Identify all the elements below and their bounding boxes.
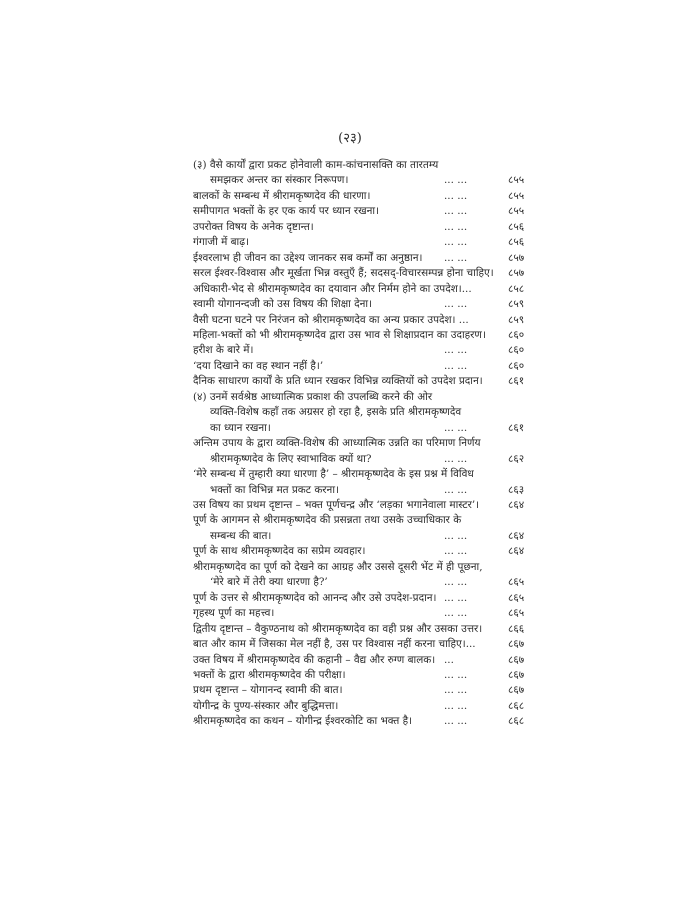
table-of-contents (193, 158, 538, 730)
toc-page-number: ८६१ (508, 375, 525, 388)
toc-entry (193, 498, 538, 513)
toc-entry-text: अधिकारी-भेद से श्रीरामकृष्णदेव का दयावान और निर्मम होने का उपदेश।... (193, 282, 472, 295)
toc-entry-text: योगीन्द्र के पुण्य-संस्कार और बुद्धिमत्ता। (193, 699, 339, 712)
toc-page-number: ८६२ (508, 452, 525, 465)
page-number: (२३) (338, 131, 362, 146)
toc-entry (193, 204, 538, 219)
toc-page-number: ८६४ (508, 498, 525, 511)
toc-entry-text: दैनिक साधारण कार्यों के प्रति ध्यान रखकर विभिन्न व्यक्तियों को उपदेश प्रदान। (193, 375, 483, 388)
toc-entry (193, 668, 538, 683)
toc-page-number: ८५६ (508, 236, 525, 249)
toc-page-number: ८५६ (508, 220, 525, 233)
toc-leader-dots: ... ... (444, 715, 468, 728)
toc-leader-dots: ... ... (444, 607, 468, 620)
toc-entry (193, 683, 538, 698)
toc-page-number: ८६४ (508, 529, 525, 542)
toc-page-number: ८६५ (508, 607, 525, 620)
toc-leader-dots: ... (444, 653, 454, 666)
toc-entry-text: गंगाजी में बाढ़। (193, 236, 250, 249)
toc-entry-text: (३) वैसे कार्यों द्वारा प्रकट होनेवाली काम-कांचनासक्ति का तारतम्य (193, 159, 439, 171)
toc-leader-dots: ... ... (444, 684, 468, 697)
toc-entry (193, 343, 538, 358)
toc-entry (193, 714, 538, 729)
toc-leader-dots: ... ... (444, 483, 468, 496)
toc-page-number: ८५८ (508, 282, 525, 295)
toc-leader-dots: ... ... (444, 576, 468, 589)
toc-entry-text: द्वितीय दृष्टान्त – वैकुण्ठनाथ को श्रीरामकृष्णदेव का वही प्रश्न और उसका उत्तर। (193, 622, 483, 635)
toc-leader-dots: ... ... (444, 699, 468, 712)
toc-entry-text: श्रीरामकृष्णदेव का पूर्ण को देखने का आग्रह और उससे दूसरी भेंट में ही पूछना, (193, 560, 483, 573)
toc-page-number: ८६७ (508, 638, 525, 651)
toc-leader-dots: ... ... (444, 236, 468, 249)
toc-entry (193, 560, 538, 591)
toc-page-number: ८५५ (508, 189, 525, 202)
toc-entry-text: श्रीरामकृष्णदेव के लिए स्वाभाविक क्यों था? (210, 452, 372, 465)
toc-page-number: ८६७ (508, 653, 525, 666)
toc-entry (193, 699, 538, 714)
toc-entry (193, 390, 538, 436)
toc-entry (193, 266, 538, 281)
toc-entry-text: श्रीरामकृष्णदेव का कथन – योगीन्द्र ईश्वरकोटि का भक्त है। (193, 715, 413, 728)
toc-leader-dots: ... ... (444, 174, 468, 187)
toc-leader-dots: ... ... (444, 298, 468, 311)
toc-entry-text: भक्तों का विभिन्न मत प्रकट करना। (210, 483, 339, 496)
toc-leader-dots: ... ... (444, 421, 468, 434)
toc-leader-dots: ... ... (444, 529, 468, 542)
toc-entry-text: ‘दया दिखाने का वह स्थान नहीं है।’ (193, 359, 324, 372)
toc-page-number: ८६३ (508, 483, 525, 496)
toc-entry-text: भक्तों के द्वारा श्रीरामकृष्णदेव की परीक्षा। (193, 668, 346, 681)
toc-entry (193, 467, 538, 498)
toc-page-number: ८५९ (508, 313, 525, 326)
toc-page-number: ८६७ (508, 684, 525, 697)
toc-entry-text: उक्त विषय में श्रीरामकृष्णदेव की कहानी – वैद्य और रुग्ण बालक। (193, 653, 436, 666)
toc-page-number: ८६८ (508, 715, 525, 728)
toc-entry-text: समीपागत भक्तों के हर एक कार्य पर ध्यान रखना। (193, 205, 380, 218)
toc-entry-text: पूर्ण के उत्तर से श्रीरामकृष्णदेव को आनन्द और उसे उपदेश-प्रदान। (193, 591, 437, 604)
toc-page-number: ८६८ (508, 699, 525, 712)
toc-page-number: ८६० (508, 359, 525, 372)
toc-page-number: ८५७ (508, 251, 525, 264)
toc-entry-text: उपरोक्त विषय के अनेक दृष्टान्त। (193, 220, 314, 233)
toc-leader-dots: ... ... (444, 359, 468, 372)
toc-entry-text: ‘मेरे बारे में तेरी क्या धारणा है?’ (210, 576, 328, 589)
toc-leader-dots: ... ... (444, 189, 468, 202)
toc-entry (193, 313, 538, 328)
toc-entry-text: महिला-भक्तों को भी श्रीरामकृष्णदेव द्वारा उस भाव से शिक्षाप्रदान का उदाहरण। (193, 328, 486, 341)
toc-page-number: ८६१ (508, 421, 525, 434)
toc-entry-text: ईश्वरलाभ ही जीवन का उद्देश्य जानकर सब कर्मों का अनुष्ठान। (193, 251, 423, 264)
toc-entry (193, 220, 538, 235)
toc-leader-dots: ... ... (444, 591, 468, 604)
toc-page-number: ८५७ (508, 267, 525, 280)
toc-entry (193, 189, 538, 204)
toc-page-number: ८५५ (508, 205, 525, 218)
toc-page-number: ८६७ (508, 668, 525, 681)
toc-entry (193, 591, 538, 606)
toc-entry (193, 235, 538, 250)
toc-page-number: ८६५ (508, 591, 525, 604)
toc-leader-dots: ... ... (444, 344, 468, 357)
toc-entry (193, 622, 538, 637)
toc-entry-text: सम्बन्ध की बात। (210, 529, 272, 542)
toc-entry (193, 251, 538, 266)
toc-entry-text: ‘मेरे सम्बन्ध में तुम्हारी क्या धारणा है’ – श्रीरामकृष्णदेव के इस प्रश्न में विविध (193, 468, 474, 481)
toc-entry (193, 436, 538, 467)
toc-entry-text: समझकर अन्तर का संस्कार निरूपण। (210, 174, 349, 187)
toc-entry-text: (४) उनमें सर्वश्रेष्ठ आध्यात्मिक प्रकाश की उपलब्धि करने की ओर (193, 390, 433, 403)
toc-entry (193, 637, 538, 652)
toc-entry-text: अन्तिम उपाय के द्वारा व्यक्ति-विशेष की आध्यात्मिक उन्नति का परिमाण निर्णय (193, 437, 481, 450)
toc-entry-text: व्यक्ति-विशेष कहाँ तक अग्रसर हो रहा है, इसके प्रति श्रीरामकृष्णदेव (210, 406, 462, 419)
toc-entry-text: प्रथम दृष्टान्त – योगानन्द स्वामी की बात। (193, 684, 343, 697)
toc-page-number: ८५९ (508, 298, 525, 311)
toc-leader-dots: ... ... (444, 545, 468, 558)
toc-entry (193, 328, 538, 343)
toc-entry-text: पूर्ण के साथ श्रीरामकृष्णदेव का सप्रेम व्यवहार। (193, 545, 366, 558)
toc-page-number: ८६५ (508, 576, 525, 589)
toc-page-number: ८६० (508, 344, 525, 357)
toc-page-number: ८५५ (508, 174, 525, 187)
toc-entry-text: वैसी घटना घटने पर निरंजन को श्रीरामकृष्णदेव का अन्य प्रकार उपदेश। ... (193, 313, 469, 326)
toc-entry (193, 606, 538, 621)
toc-entry-text: सरल ईश्वर-विश्वास और मूर्खता भिन्न वस्तुएँ हैं; सदसद्-विचारसम्पन्न होना चाहिए। (193, 267, 494, 280)
toc-entry (193, 158, 538, 189)
toc-page-number: ८६० (508, 328, 525, 341)
toc-entry (193, 544, 538, 559)
toc-entry-text: गृहस्थ पूर्ण का महत्त्व। (193, 607, 275, 620)
toc-entry (193, 297, 538, 312)
toc-entry-text: उस विषय का प्रथम दृष्टान्त – भक्त पूर्णचन्द्र और ‘लड़का भगानेवाला मास्टर’। (193, 498, 480, 511)
toc-entry-text: हरीश के बारे में। (193, 344, 254, 357)
toc-entry (193, 653, 538, 668)
toc-page-number: ८६४ (508, 545, 525, 558)
toc-entry-text: का ध्यान रखना। (210, 421, 271, 434)
toc-entry-text: पूर्ण के आगमन से श्रीरामकृष्णदेव की प्रसन्नता तथा उसके उच्चाधिकार के (193, 514, 462, 527)
toc-leader-dots: ... ... (444, 452, 468, 465)
toc-entry (193, 513, 538, 544)
toc-leader-dots: ... ... (444, 668, 468, 681)
toc-page-number: ८६६ (508, 622, 525, 635)
toc-entry-text: बात और काम में जिसका मेल नहीं है, उस पर विश्वास नहीं करना चाहिए।... (193, 638, 476, 651)
toc-entry-text: स्वामी योगानन्दजी को उस विषय की शिक्षा देना। (193, 298, 373, 311)
toc-entry-text: बालकों के सम्बन्ध में श्रीरामकृष्णदेव की धारणा। (193, 189, 371, 202)
toc-leader-dots: ... ... (444, 251, 468, 264)
toc-leader-dots: ... ... (444, 205, 468, 218)
toc-entry (193, 282, 538, 297)
toc-entry (193, 359, 538, 374)
toc-entry (193, 374, 538, 389)
toc-leader-dots: ... ... (444, 220, 468, 233)
